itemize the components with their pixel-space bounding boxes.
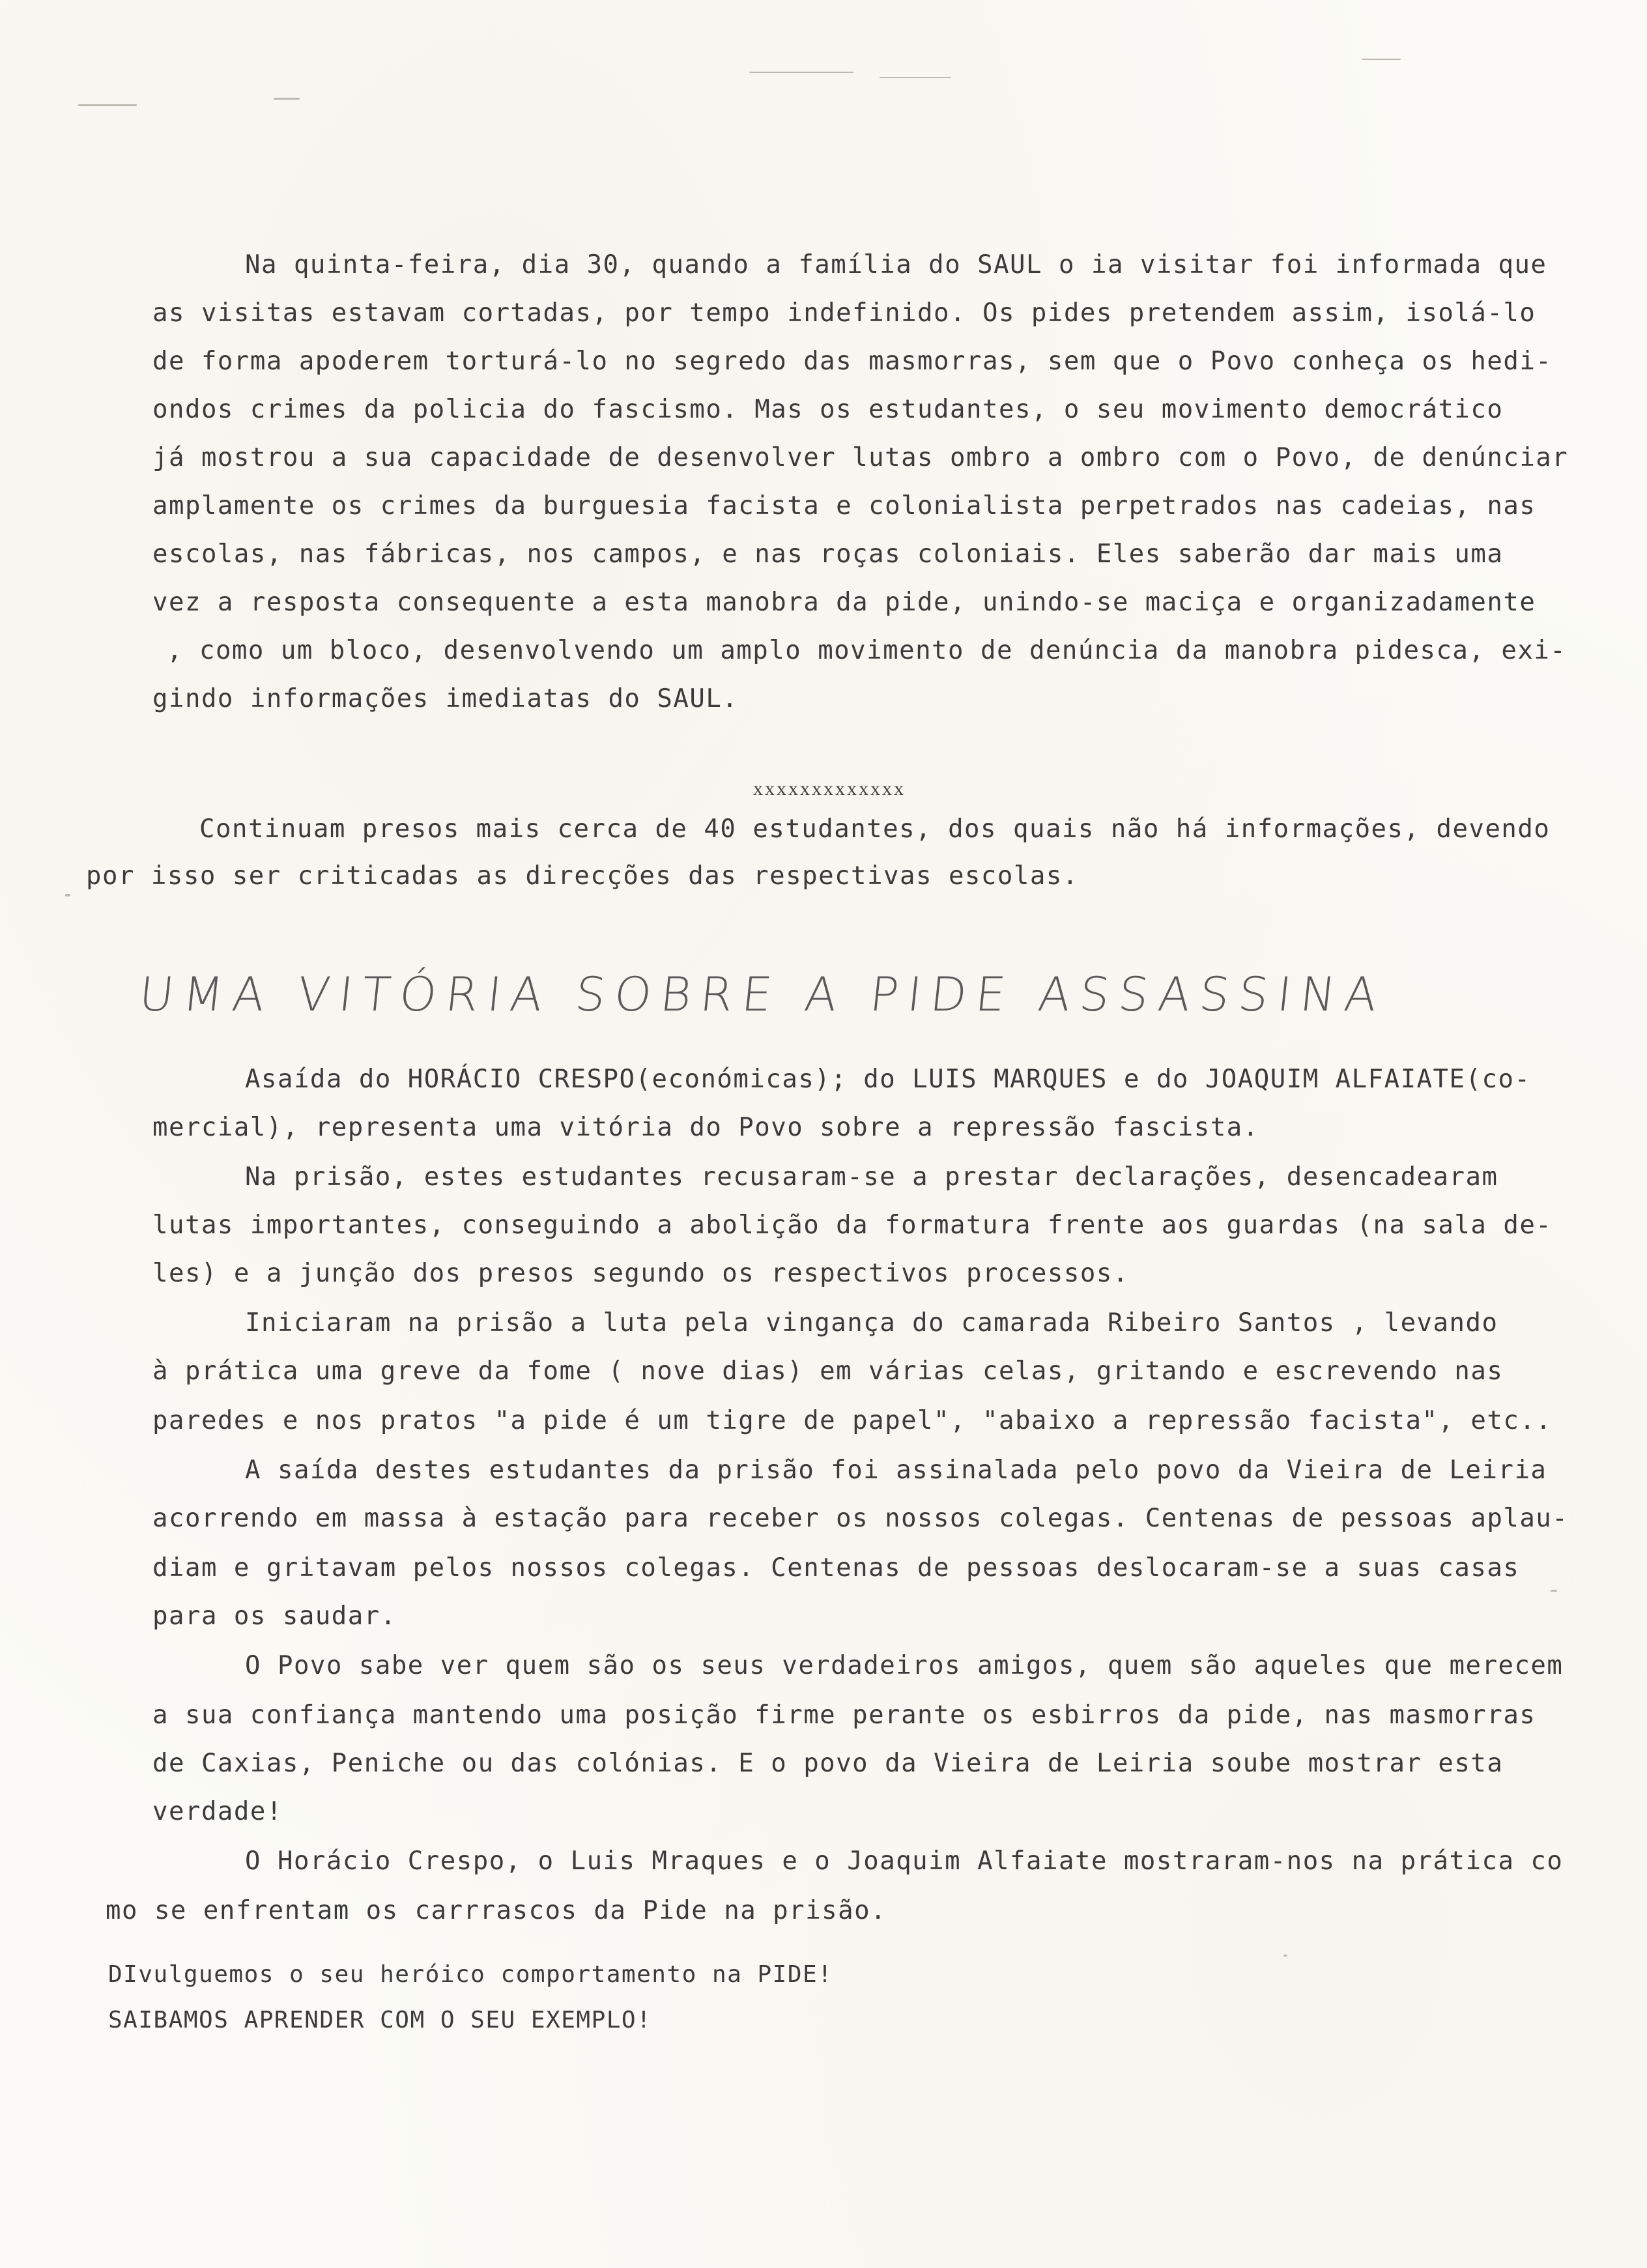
scan-speck [1283,1955,1287,1957]
text-line: les) e a junção dos presos segundo os respectivos processos. [152,1259,1129,1288]
scan-speck [1551,1590,1557,1592]
scan-speck [78,104,137,106]
slogan-line: SAIBAMOS APRENDER COM O SEU EXEMPLO! [108,2007,652,2033]
text-line: amplamente os crimes da burguesia facista e colonialista perpetrados nas cadeias, nas [152,491,1536,521]
scan-speck [749,72,853,73]
text-line: Asaída do HORÁCIO CRESPO(económicas); do LUIS MARQUES e do JOAQUIM ALFAIATE(co- [245,1065,1531,1094]
text-line: mo se enfrentam os carrrascos da Pide na prisão. [106,1896,887,1925]
text-line: verdade! [152,1797,283,1826]
text-line: de Caxias, Peniche ou das colónias. E o povo da Vieira de Leiria soube mostrar esta [152,1749,1504,1778]
section-heading: UMA VITÓRIA SOBRE A PIDE ASSASSINA [136,967,1389,1022]
text-line: Na prisão, estes estudantes recusaram-se a prestar declarações, desencadearam [245,1162,1498,1192]
slogan-line: DIvulguemos o seu heróico comportamento na PIDE! [108,1961,833,1988]
text-line: Iniciaram na prisão a luta pela vingança do camarada Ribeiro Santos , levando [245,1308,1498,1338]
text-line: por isso ser criticadas as direcções das respectivas escolas. [86,861,1079,891]
separator-mark: xxxxxxxxxxxxx [753,778,906,799]
text-line: mercial), representa uma vitória do Povo sobre a repressão fascista. [152,1113,1259,1142]
text-line: vez a resposta consequente a esta manobra da pide, unindo-se maciça e organizadamente [152,588,1536,617]
text-line: a sua confiança mantendo uma posição firme perante os esbirros da pide, nas masmorras [152,1701,1536,1730]
text-line: já mostrou a sua capacidade de desenvolver lutas ombro a ombro com o Povo, de denúnciar [152,443,1569,472]
text-line: escolas, nas fábricas, nos campos, e nas roças coloniais. Eles saberão dar mais uma [152,539,1504,569]
text-line: A saída destes estudantes da prisão foi assinalada pelo povo da Vieira de Leiria [245,1456,1547,1485]
text-line: acorrendo em massa à estação para receber os nossos colegas. Centenas de pessoas aplau- [152,1504,1569,1533]
text-line: O Horácio Crespo, o Luis Mraques e o Joaquim Alfaiate mostraram-nos na prática co [245,1846,1564,1876]
text-line: as visitas estavam cortadas, por tempo indefinido. Os pides pretendem assim, isolá-lo [152,298,1536,328]
scan-speck [65,894,70,897]
scan-speck [1362,59,1401,60]
text-line: de forma apoderem torturá-lo no segredo das masmorras, sem que o Povo conheça os hedi- [152,347,1553,376]
text-line: diam e gritavam pelos nossos colegas. Centenas de pessoas deslocaram-se a suas casas [152,1553,1520,1583]
scan-speck [880,77,951,78]
text-line: Continuam presos mais cerca de 40 estudantes, dos quais não há informações, devendo [199,814,1551,844]
scan-speck [274,98,300,100]
text-line: , como um bloco, desenvolvendo um amplo movimento de denúncia da manobra pidesca, exi- [167,636,1567,665]
text-line: gindo informações imediatas do SAUL. [152,684,739,713]
text-line: à prática uma greve da fome ( nove dias) em várias celas, gritando e escrevendo nas [152,1356,1504,1386]
text-line: O Povo sabe ver quem são os seus verdadeiros amigos, quem são aqueles que merecem [245,1651,1564,1680]
text-line: Na quinta-feira, dia 30, quando a família do SAUL o ia visitar foi informada que [245,250,1547,280]
text-line: lutas importantes, conseguindo a abolição da formatura frente aos guardas (na sala de- [152,1211,1553,1240]
text-line: para os saudar. [152,1601,397,1631]
text-line: paredes e nos pratos "a pide é um tigre de papel", "abaixo a repressão facista", etc.. [152,1406,1553,1435]
text-line: ondos crimes da policia do fascismo. Mas os estudantes, o seu movimento democrático [152,395,1504,424]
